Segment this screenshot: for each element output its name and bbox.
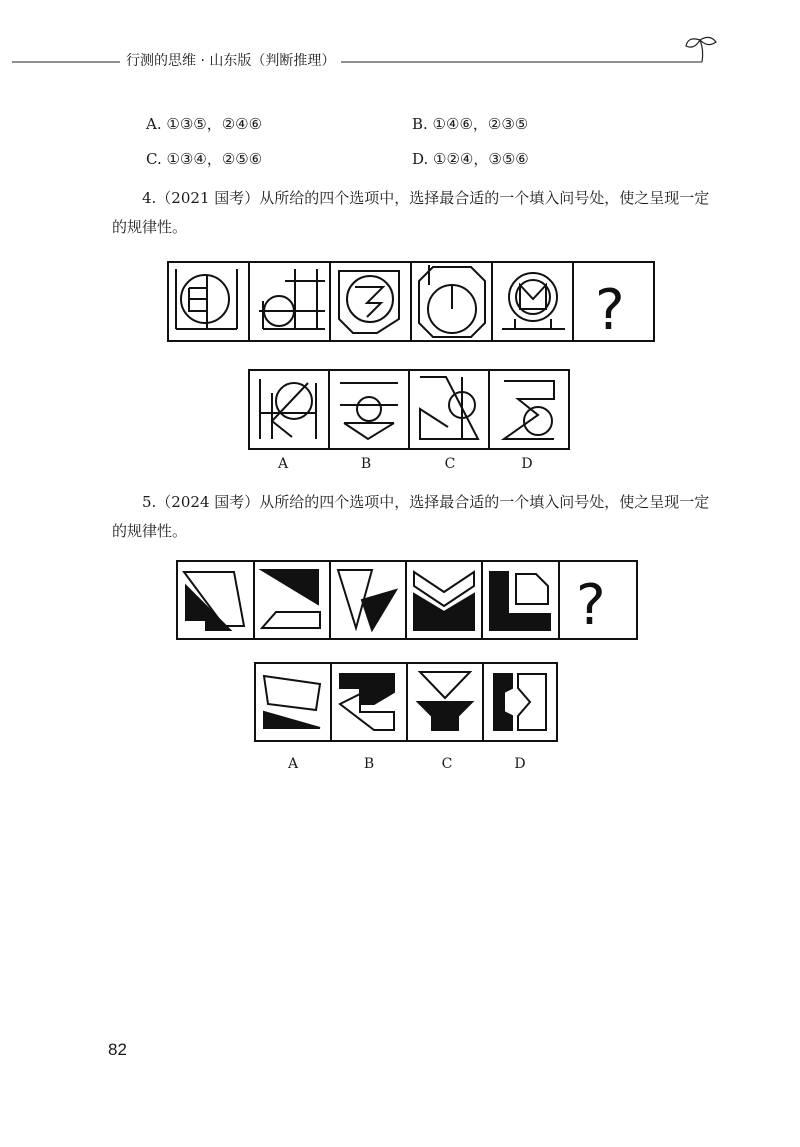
q4-label-b: B [360,456,372,472]
question-4-text: 4.（2021 国考）从所给的四个选项中，选择最合适的一个填入问号处，使之呈现一定的规律性。 [112,189,710,236]
header-rule [12,28,722,78]
q5-label-b: B [363,756,375,772]
q5-label-a: A [287,756,299,772]
option-c: C. ①③④，②⑤⑥ [146,150,263,168]
q5-stem-fig-4 [414,572,474,630]
option-a: A. ①③⑤，②④⑥ [146,115,263,133]
q4-stem-fig-5 [502,273,565,329]
q4-stem-figures [167,261,657,343]
sprout-icon [686,37,716,62]
option-b: B. ①④⑥，②③⑤ [412,115,529,133]
q5-stem-fig-2 [262,570,320,628]
q5-stem-fig-5 [490,572,550,630]
q4-stem-fig-2 [259,269,325,329]
q4-stem-fig-4 [419,265,485,337]
q5-label-c: C [441,756,453,772]
option-d: D. ①②④，③⑤⑥ [412,150,529,168]
q4-label-d: D [521,456,533,472]
q4-answer-figures [248,369,572,451]
q5-option-a-fig [264,676,320,728]
q4-stem-fig-3 [339,271,399,333]
q5-answer-figures [254,662,560,743]
q4-option-d-fig [504,381,554,439]
q4-option-c-fig [420,377,478,439]
q4-label-a: A [277,456,289,472]
q4-option-b-fig [340,383,398,439]
q5-option-c-fig [418,672,472,730]
q5-question-mark: ? [576,573,606,638]
q4-stem-fig-1 [176,269,237,329]
q5-option-d-fig [494,674,546,730]
running-header [12,28,722,78]
q5-label-d: D [514,756,526,772]
q5-stem-figures [176,560,640,641]
page-number: 82 [108,1040,127,1059]
q4-question-mark: ? [595,278,625,343]
q5-stem-fig-1 [184,572,244,630]
q5-stem-fig-3 [338,570,396,630]
q5-option-b-fig [340,674,394,730]
question-5-text: 5.（2024 国考）从所给的四个选项中，选择最合适的一个填入问号处，使之呈现一定的规律性。 [112,493,710,540]
header-title: 行测的思维 · 山东版（判断推理） [120,50,341,70]
q4-option-a-fig [260,379,316,439]
q4-label-c: C [444,456,456,472]
